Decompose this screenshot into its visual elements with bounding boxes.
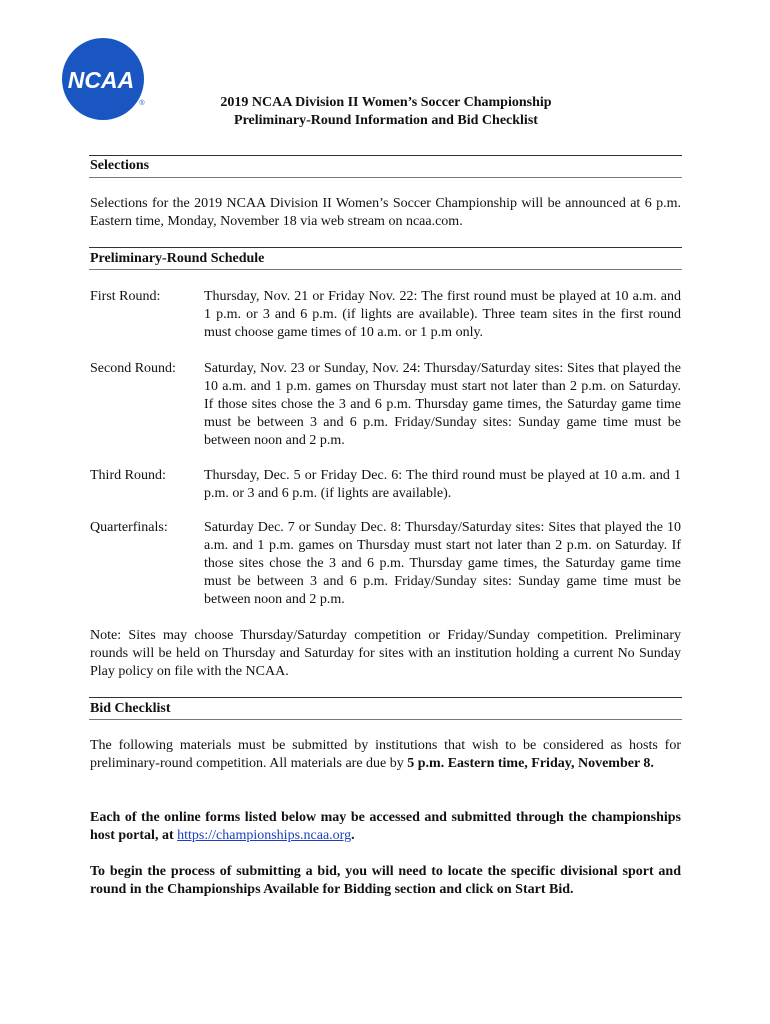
- schedule-row-text: Thursday, Dec. 5 or Friday Dec. 6: The third round must be played at 10 a.m. and 1 p.m. or 3 and 6 p.m. (if lights are available).: [204, 468, 681, 501]
- schedule-heading: Preliminary-Round Schedule: [90, 251, 265, 266]
- schedule-row-text: Thursday, Nov. 21 or Friday Nov. 22: The first round must be played at 10 a.m. and 1 p.m. or 3 and 6 p.m. (if lights are available). Three team sites in the first round must choose game times of 10 a.m. or 1 p.m only.: [204, 289, 681, 340]
- section-rule: [89, 269, 682, 270]
- bid-intro-text: The following materials must be submitted by institutions that wish to be considered as hosts for preliminary-round competition. All materials are due by: [90, 738, 681, 771]
- section-rule: [89, 697, 682, 698]
- logo-text: NCAA: [67, 67, 135, 93]
- bid-forms-end: .: [351, 828, 355, 843]
- logo-registered-mark: ®: [139, 100, 145, 107]
- section-rule: [89, 247, 682, 248]
- schedule-row-label: Third Round:: [90, 468, 166, 483]
- bid-begin-text: To begin the process of submitting a bid, you will need to locate the specific divisional sport and round in the Championships Available for Bidding section and click on Start Bid.: [90, 864, 681, 897]
- schedule-row-label: Quarterfinals:: [90, 520, 168, 535]
- document-title: [90, 94, 682, 130]
- championships-portal-link[interactable]: https://championships.ncaa.org: [177, 828, 352, 843]
- title-line-1: 2019 NCAA Division II Women’s Soccer Championship: [220, 95, 552, 110]
- section-rule: [89, 155, 682, 156]
- schedule-row-text: Saturday, Nov. 23 or Sunday, Nov. 24: Thursday/Saturday sites: Sites that played the 10 a.m. and 1 p.m. games on Thursday must start not later than 2 p.m. on Saturday. If those sites chose the 3 and 6 p.m. Thursday game times, the Saturday game time must be between 3 and 6 p.m. Friday/Sunday sites: Sunday game time must be between noon and 2 p.m.: [204, 361, 681, 448]
- schedule-row-label: Second Round:: [90, 361, 176, 376]
- bid-deadline: 5 p.m. Eastern time, Friday, November 8.: [407, 756, 654, 771]
- selections-text: Selections for the 2019 NCAA Division II Women’s Soccer Championship will be announced at 6 p.m. Eastern time, Monday, November 18 via web stream on ncaa.com.: [90, 196, 681, 229]
- bid-forms-text: [90, 809, 681, 845]
- selections-heading: Selections: [90, 158, 150, 173]
- schedule-row-text: Saturday Dec. 7 or Sunday Dec. 8: Thursday/Saturday sites: Sites that played the 10 a.m. and 1 p.m. games on Thursday must start not later than 2 p.m. on Saturday. If those sites chose the 3 and 6 p.m. Thursday game times, the Saturday game time must be between 3 and 6 p.m. Friday/Sunday sites: Sunday game time must be between noon and 2 p.m.: [204, 520, 681, 607]
- schedule-row-label: First Round:: [90, 289, 161, 304]
- section-rule: [89, 177, 682, 178]
- bid-intro: [90, 737, 681, 773]
- schedule-note: Note: Sites may choose Thursday/Saturday competition or Friday/Sunday competition. Preliminary rounds will be held on Thursday and Saturday for sites with an institution holding a current No Sunday Play policy on file with the NCAA.: [90, 628, 681, 679]
- section-rule: [89, 719, 682, 720]
- bid-heading: Bid Checklist: [90, 701, 171, 716]
- bid-forms-lead: Each of the online forms listed below may be accessed and submitted through the championships host portal, at: [90, 810, 681, 843]
- title-line-2: Preliminary-Round Information and Bid Checklist: [234, 113, 538, 128]
